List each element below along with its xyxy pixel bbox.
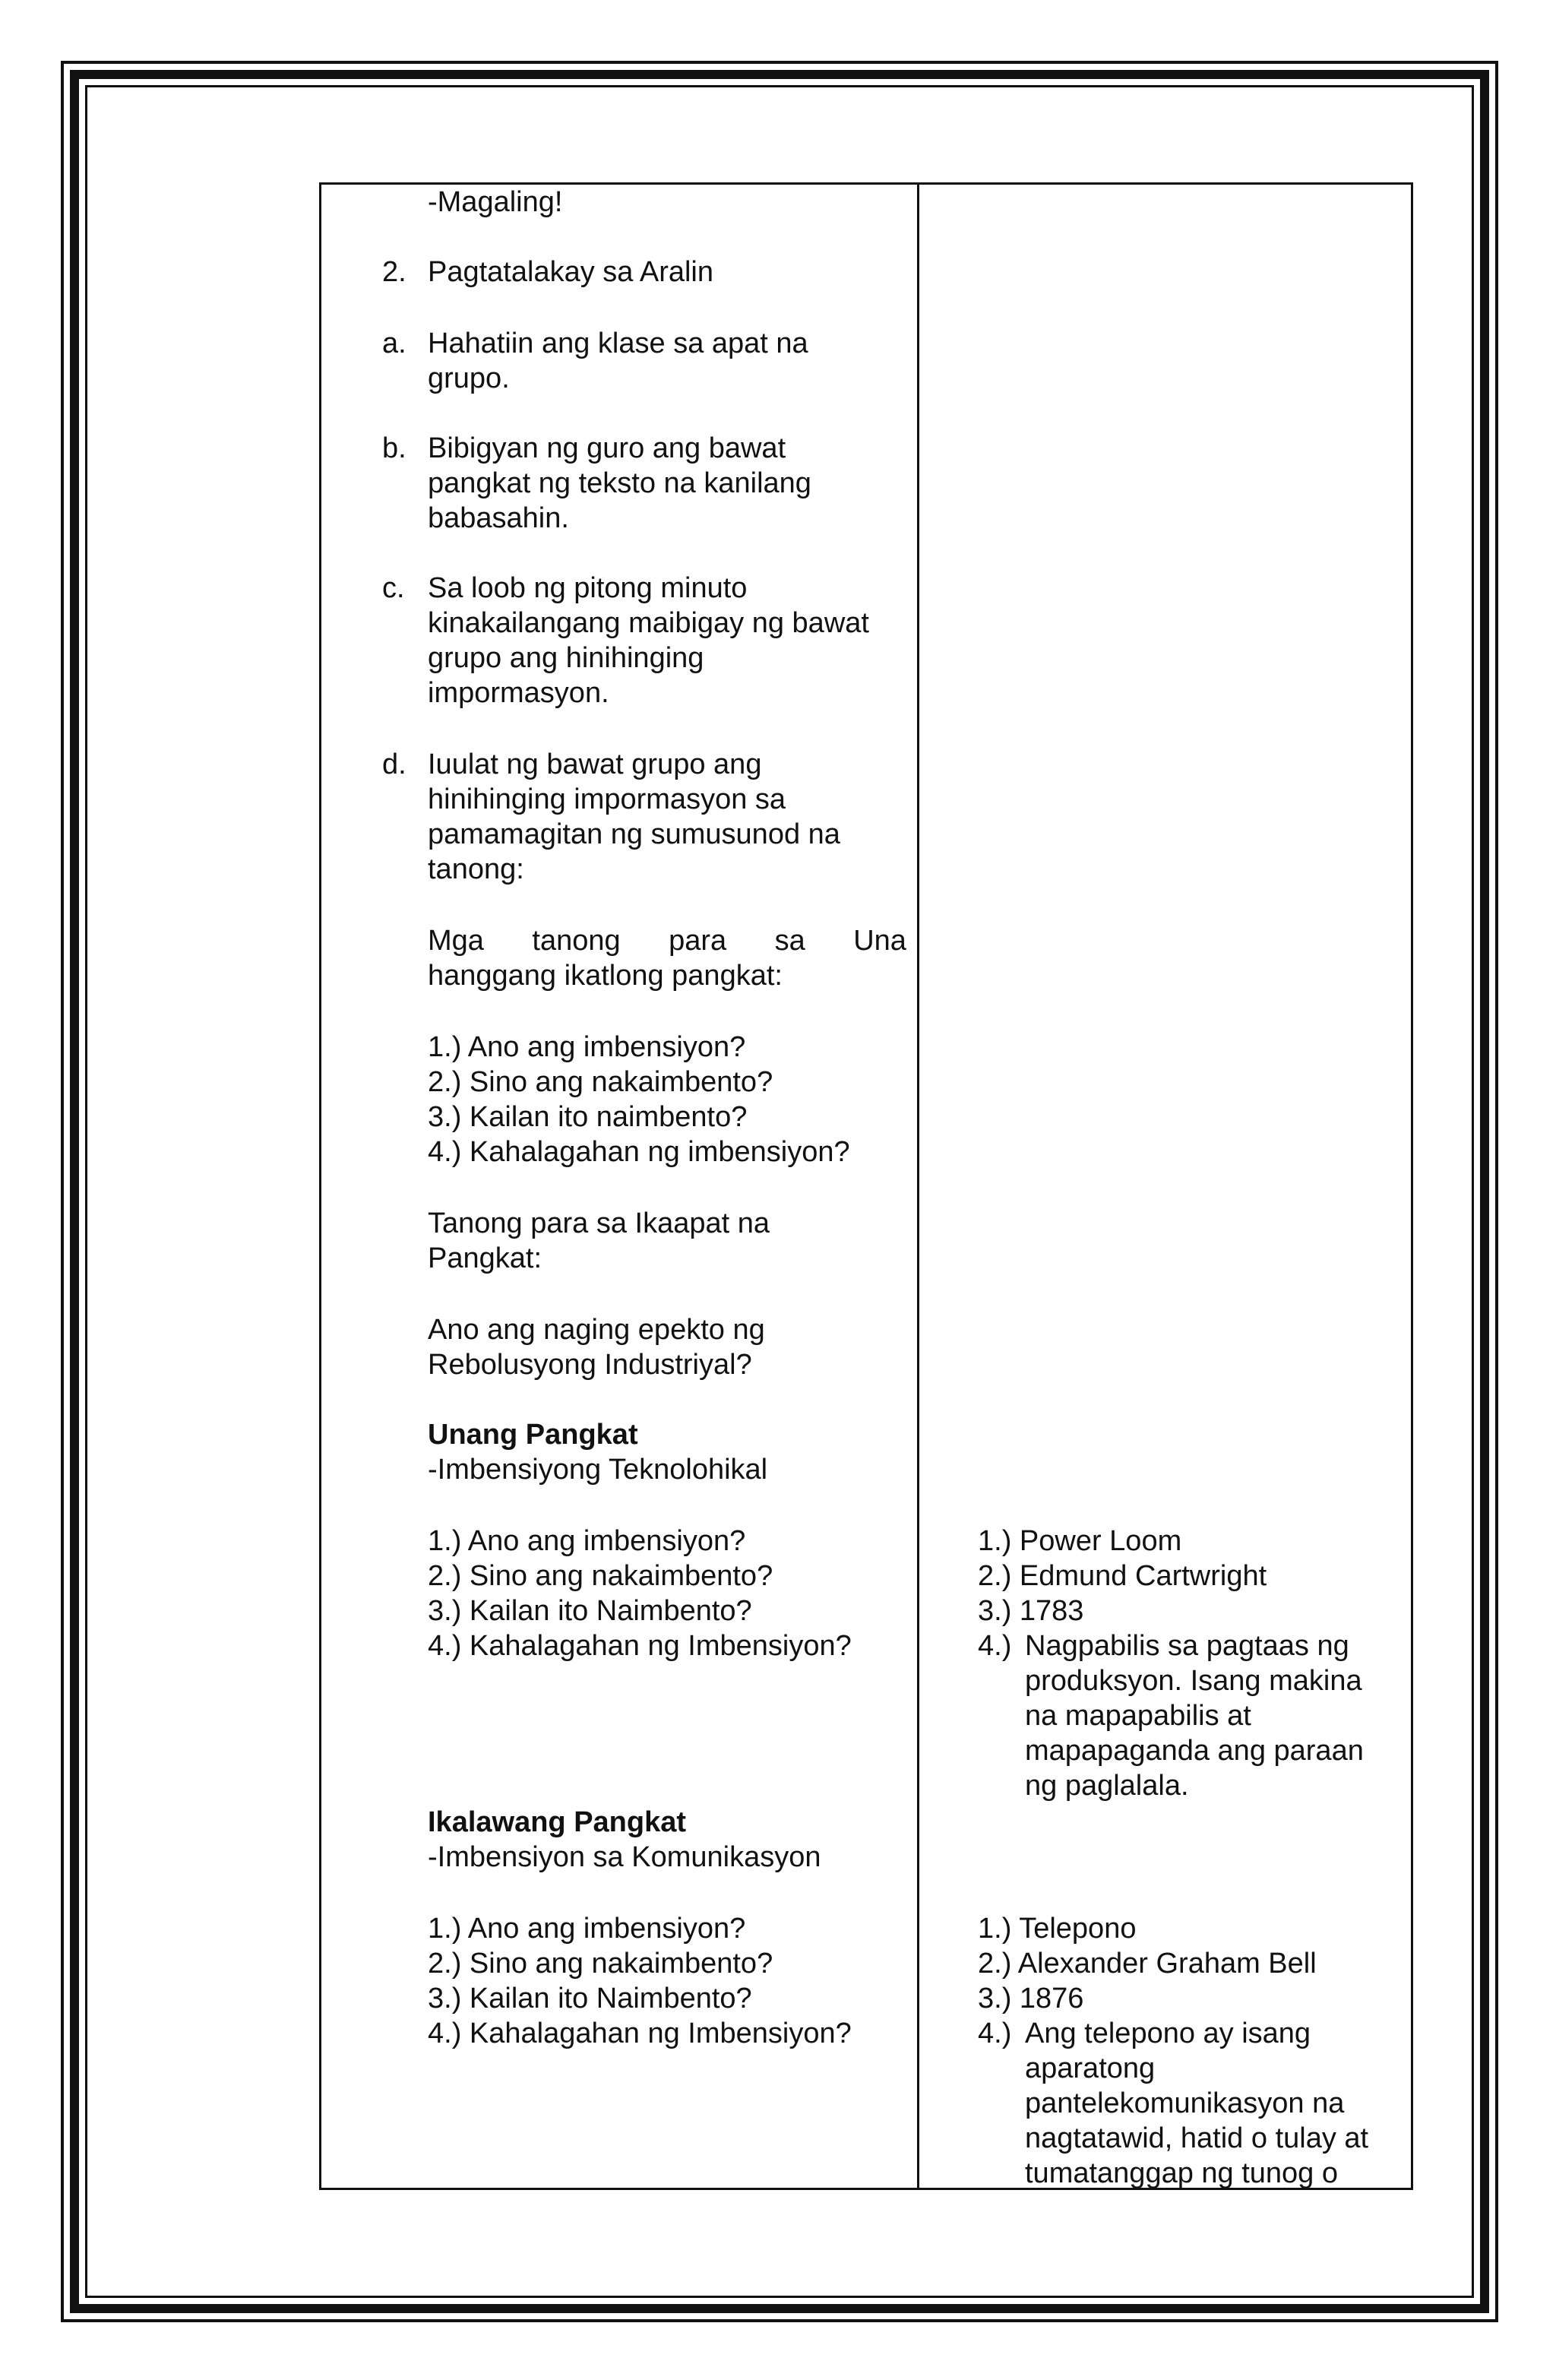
epekto-line-2: Rebolusyong Industriyal? <box>428 1349 752 1381</box>
item-b-line-2: pangkat ng teksto na kanilang <box>428 467 811 499</box>
word-tanong: tanong <box>532 925 621 957</box>
item-d-line-2: hinihinging impormasyon sa <box>428 783 786 815</box>
answer-2-3: 3.) 1876 <box>978 1983 1084 2014</box>
item-c-marker: c. <box>382 572 405 604</box>
answer-2-2: 2.) Alexander Graham Bell <box>978 1948 1317 1980</box>
word-una: Una <box>853 925 906 957</box>
tanong-ikaapat-line-1: Tanong para sa Ikaapat na <box>428 1207 770 1239</box>
item-d-line-1: Iuulat ng bawat grupo ang <box>428 748 762 780</box>
question-2-2: 2.) Sino ang nakaimbento? <box>428 1560 773 1592</box>
unang-pangkat-subtitle: -Imbensiyong Teknolohikal <box>428 1454 768 1486</box>
unang-pangkat-title: Unang Pangkat <box>428 1419 638 1451</box>
question-3-1: 1.) Ano ang imbensiyon? <box>428 1913 746 1945</box>
answer-2-4-marker: 4.) <box>978 2018 1012 2049</box>
column-divider <box>917 185 919 2188</box>
epekto-line-1: Ano ang naging epekto ng <box>428 1314 765 1346</box>
item-d-line-4: tanong: <box>428 853 524 885</box>
item-a-marker: a. <box>382 328 406 359</box>
word-mga: Mga <box>428 925 484 957</box>
item-b-line-3: babasahin. <box>428 502 569 534</box>
item-c-line-4: impormasyon. <box>428 677 609 709</box>
answer-1-1: 1.) Power Loom <box>978 1525 1182 1557</box>
step-2-title: Pagtatalakay sa Aralin <box>428 256 714 288</box>
ikalawang-pangkat-subtitle: -Imbensiyon sa Komunikasyon <box>428 1841 821 1873</box>
step-2-number: 2. <box>382 256 406 288</box>
question-3-3: 3.) Kailan ito Naimbento? <box>428 1983 752 2014</box>
item-a-line-2: grupo. <box>428 362 510 394</box>
question-1-4: 4.) Kahalagahan ng imbensiyon? <box>428 1136 850 1168</box>
question-2-1: 1.) Ano ang imbensiyon? <box>428 1525 746 1557</box>
mga-tanong-line-1 <box>428 923 906 958</box>
tanong-ikaapat-line-2: Pangkat: <box>428 1242 542 1274</box>
item-a-line-1: Hahatiin ang klase sa apat na <box>428 328 808 359</box>
item-c-line-1: Sa loob ng pitong minuto <box>428 572 748 604</box>
answer-2-4-line-2: aparatong <box>1025 2052 1156 2084</box>
item-d-marker: d. <box>382 748 406 780</box>
question-1-3: 3.) Kailan ito naimbento? <box>428 1101 748 1133</box>
answer-1-4-line-3: na mapapabilis at <box>1025 1700 1251 1732</box>
question-3-2: 2.) Sino ang nakaimbento? <box>428 1948 773 1980</box>
item-b-marker: b. <box>382 432 406 464</box>
answer-1-4-line-2: produksyon. Isang makina <box>1025 1665 1362 1697</box>
answer-1-4-line-5: ng paglalala. <box>1025 1770 1189 1802</box>
mga-tanong-line-2: hanggang ikatlong pangkat: <box>428 960 783 992</box>
answer-2-4-line-1: Ang telepono ay isang <box>1025 2018 1311 2049</box>
magaling-text: -Magaling! <box>428 186 563 218</box>
word-para: para <box>669 925 727 957</box>
item-b-line-1: Bibigyan ng guro ang bawat <box>428 432 786 464</box>
lesson-plan-table <box>319 182 1413 2190</box>
answer-1-2: 2.) Edmund Cartwright <box>978 1560 1267 1592</box>
answer-2-4-line-3: pantelekomunikasyon na <box>1025 2087 1345 2119</box>
ikalawang-pangkat-title: Ikalawang Pangkat <box>428 1806 687 1838</box>
answer-1-4-marker: 4.) <box>978 1630 1012 1662</box>
item-c-line-3: grupo ang hinihinging <box>428 642 704 674</box>
item-d-line-3: pamamagitan ng sumusunod na <box>428 818 840 850</box>
question-2-4: 4.) Kahalagahan ng Imbensiyon? <box>428 1630 852 1662</box>
answer-2-1: 1.) Telepono <box>978 1913 1137 1945</box>
answer-1-4-line-1: Nagpabilis sa pagtaas ng <box>1025 1630 1349 1662</box>
question-1-1: 1.) Ano ang imbensiyon? <box>428 1031 746 1063</box>
question-1-2: 2.) Sino ang nakaimbento? <box>428 1066 773 1098</box>
answer-1-4-line-4: mapapaganda ang paraan <box>1025 1735 1364 1767</box>
word-sa: sa <box>774 925 805 957</box>
question-3-4: 4.) Kahalagahan ng Imbensiyon? <box>428 2018 852 2049</box>
answer-2-4-line-5: tumatanggap ng tunog o <box>1025 2157 1339 2189</box>
answer-1-3: 3.) 1783 <box>978 1595 1084 1627</box>
item-c-line-2: kinakailangang maibigay ng bawat <box>428 607 869 639</box>
question-2-3: 3.) Kailan ito Naimbento? <box>428 1595 752 1627</box>
answer-2-4-line-4: nagtatawid, hatid o tulay at <box>1025 2122 1369 2154</box>
